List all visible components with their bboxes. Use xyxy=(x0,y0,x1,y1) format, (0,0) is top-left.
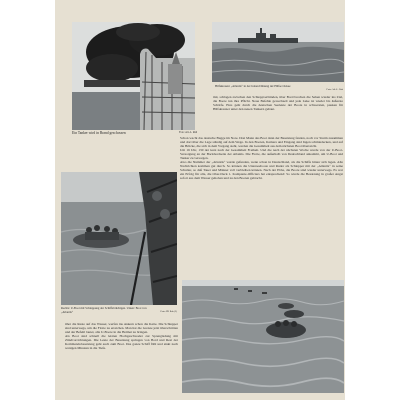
article-paragraph: Als Boot sind schnell die letzten Hochgeschwader zur Sprengladung mit Zündvorrichtungen. Die Leute der Besatzung springen von Bord und Rest der Kommandobesatzung geht auch zum Boot. Das ganze Schiff fällt und sinkt nach wenigen Minuten in die Tiefe. xyxy=(65,334,178,351)
article-paragraph: Also die Nummer der „Atlantis“ wurde gefunden, wenn schon in Deutschland, als die Schiffe hinter sich lagen. Alle Nachrichten kommen gut durch. So können die Unterseeboote und Ruder als Schlepper mit der „Atlantis“ in seine Schulter, so daß Tauer und Männer voll verbleiben können. Nach der Ebbe, die Boote sind wieder unterwegs. Es war ein Erfolg für alle, die Ober-Deck 1. Kompanie-Officiers hat entsprechend: So wurde die Besatzung in großer Angst sofort aus dem Wasser gehoben und zu den Booten gebracht. xyxy=(180,160,343,181)
caption-lifeboat-credit: Foto: PK Rah (2) xyxy=(160,310,177,313)
article-middle xyxy=(180,136,343,250)
article-lower-left xyxy=(65,322,178,394)
caption-ship-credit: Foto: Atl.-L. Rah xyxy=(326,88,343,91)
photo-burning-tanker xyxy=(72,22,195,130)
caption-ship: Hilfskreuzer „Atlantis“ in der hohen Dünung der Hilfse Ostsee xyxy=(215,84,291,88)
article-upper-right xyxy=(213,95,343,135)
article-paragraph: mit, schlagen zwischen den Schleppverbänden, über Bord brechen die Sehen wieder ins Ziel, die Boote tun ihre Pflicht. Neue Befehle gewechselt und jede Luke ist wieder bis äußerste Schärfe. Eins geht durch die deutschen Seeleute der Boote in schwersten, pauken für Hilfskreuzer unter den neuen Tankern gebaut. xyxy=(213,95,343,112)
article-paragraph: Schon wacht das deutsche Bugge im Nore. Drei Mann des Boot dann der Besatzung fanden, noch vor Sturm zusammen und dort über die Lage ständig auf dem Wege. In den Booten, Kamera und Eingang sind Ingen schmiedecken, und auf die Brücke, die sich in dem Vorgang steht, werden die Gesamtheit aus dem nächsten Boot überreicht. xyxy=(180,136,343,149)
article-paragraph: Um 16 Uhr, 130 der kurz nach der Gesamtheit Freiheit. Und die nach der nächsten Woche wurde von der U-Boot-Versorgung an der Backbordseite der Atlantis. Die Flotte, die außerhalb von Deutschland ankommt, um U-Boot und Tanker zu versorgen. xyxy=(180,148,343,161)
caption-tanker: Ein Tanker wird in Brand geschossen xyxy=(72,131,126,135)
caption-lifeboat: Rechts: U-Boot mit Schleppung der Schiffsbrüchigen. Unten: Boot von „Atlantis“ xyxy=(61,306,147,315)
photo-boats-on-waves xyxy=(182,280,344,393)
caption-tanker-credit: Foto: Atl.-L. Rah xyxy=(179,131,197,134)
article-paragraph: über die Reste auf das Wasser, werfen ins Ankern schon die Kette. Die Schlepper sind unterwegs, um die Flotte zu erreichen. Man hat die Grenze jetzt überschritten und der Befehl lautet, alle U-Boote in die Heimat zu bringen. xyxy=(65,322,178,335)
photo-ship-at-sea xyxy=(212,22,344,82)
photo-lifeboat xyxy=(61,172,177,305)
magazine-page xyxy=(55,0,345,400)
